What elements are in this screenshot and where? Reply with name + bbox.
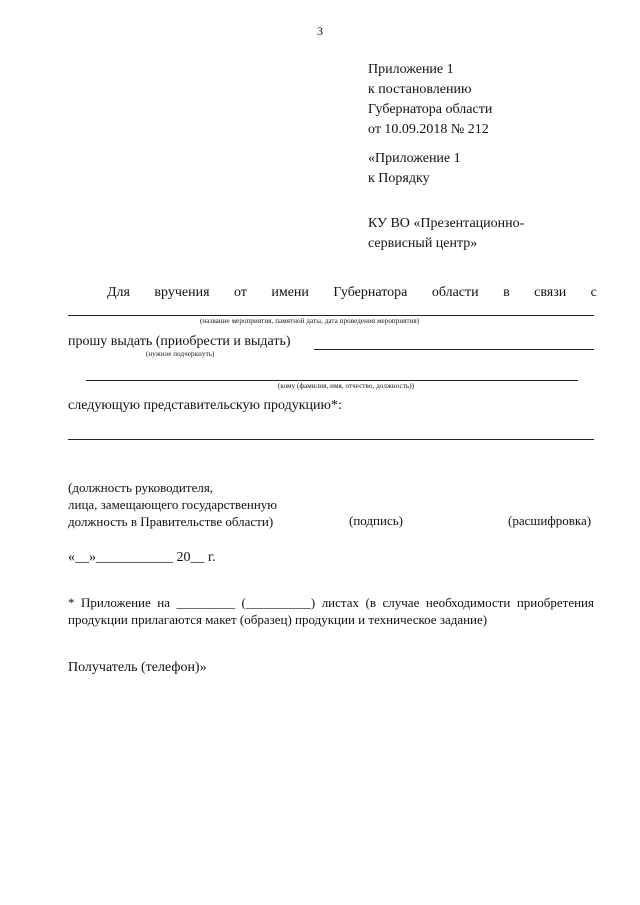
intro-word: имени <box>271 285 309 300</box>
appendix-line: к Порядку <box>368 171 430 186</box>
products-label: следующую представительскую продукцию*: <box>68 398 342 413</box>
header-line: Приложение 1 <box>368 62 454 77</box>
products-line[interactable] <box>68 439 594 440</box>
underline-hint: (нужное подчеркнуть) <box>146 350 215 358</box>
addressee-line: КУ ВО «Презентационно- <box>368 216 525 231</box>
intro-word: связи <box>534 285 567 300</box>
position-block <box>68 479 277 530</box>
event-hint: (название мероприятия, памятной даты, дата проведения мероприятия) <box>200 317 420 325</box>
appendix-line: «Приложение 1 <box>368 151 461 166</box>
date-line: «__»___________ 20__ г. <box>68 550 216 565</box>
header-line: от 10.09.2018 № 212 <box>368 122 489 137</box>
intro-word: с <box>590 285 597 300</box>
signature-label: (подпись) <box>349 513 403 528</box>
intro-word: от <box>233 285 247 300</box>
intro-word: Губернатора <box>333 285 408 300</box>
intro-word: Для <box>107 285 130 300</box>
receiver-label: Получатель (телефон)» <box>68 660 207 675</box>
position-line: (должность руководителя, <box>68 480 214 495</box>
header-line: Губернатора области <box>368 102 493 117</box>
decryption-label: (расшифровка) <box>508 513 592 528</box>
header-line: к постановлению <box>368 82 472 97</box>
page-number: 3 <box>317 24 323 38</box>
footnote: * Приложение на _________ (__________) листах (в случае необходимости приобретения продукции прилагаются макет (образец) продукции и техническое задание) <box>68 595 594 627</box>
intro-line <box>107 283 597 303</box>
intro-word: области <box>431 285 479 300</box>
appendix-ref-block <box>368 149 461 189</box>
header-block <box>368 60 492 140</box>
request-label: прошу выдать (приобрести и выдать) <box>68 334 291 349</box>
event-name-line[interactable] <box>68 315 594 316</box>
recipient-line[interactable] <box>86 380 578 381</box>
addressee-block <box>368 214 524 254</box>
addressee-line: сервисный центр» <box>368 236 478 251</box>
position-line: должность в Правительстве области) <box>68 514 274 529</box>
intro-word: вручения <box>154 285 210 300</box>
request-line[interactable] <box>314 349 594 350</box>
position-line: лица, замещающего государственную <box>68 497 278 512</box>
intro-word: в <box>503 285 510 300</box>
recipient-hint: (кому (фамилия, имя, отчество, должность)) <box>278 382 415 390</box>
